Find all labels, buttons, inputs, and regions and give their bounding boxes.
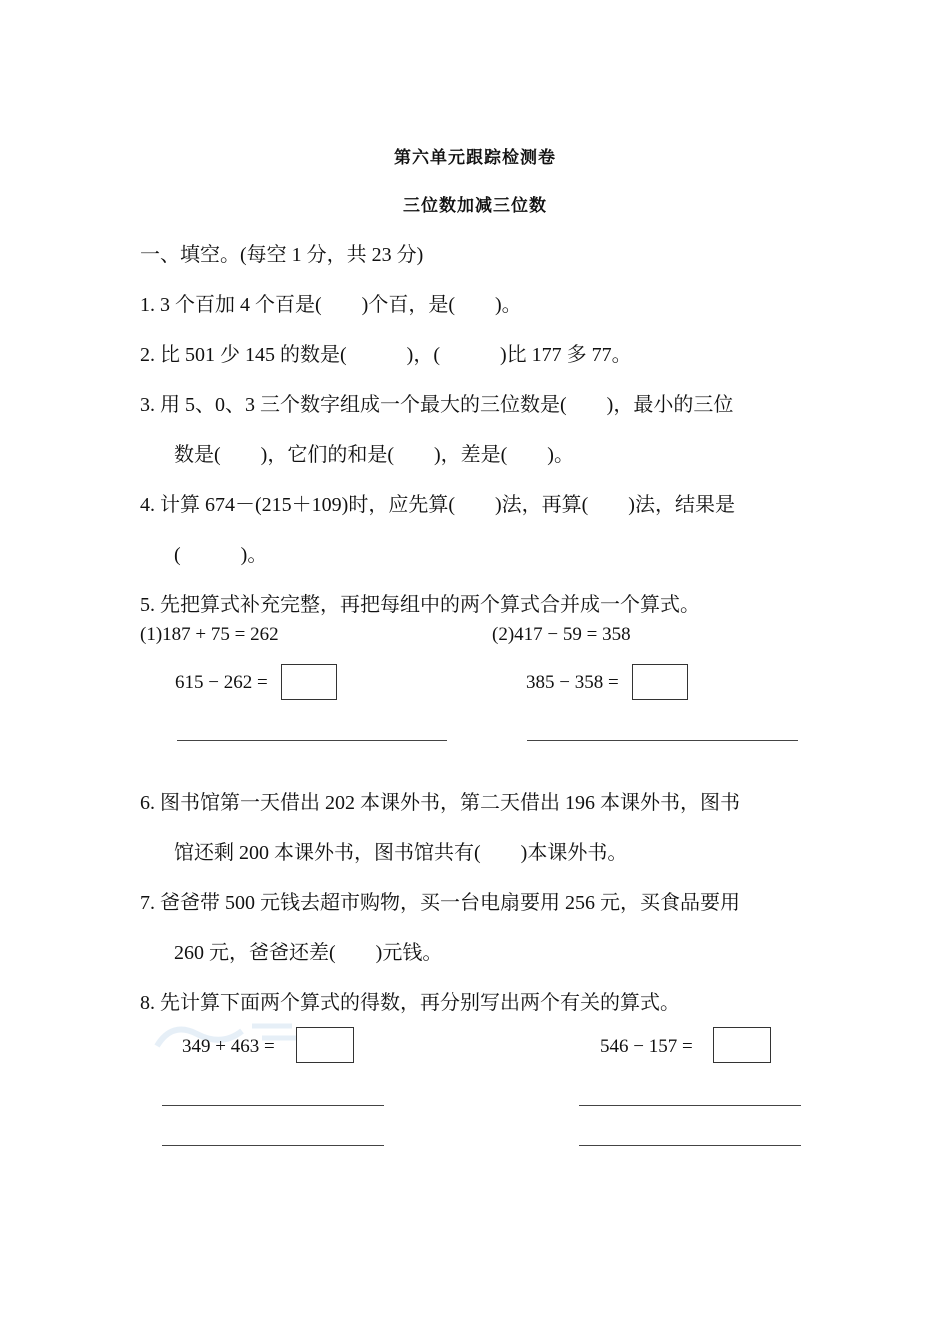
question-3-line-2: 数是( )，它们的和是( )，差是( )。 [174, 444, 574, 466]
q5-group-1-given: (1)187 + 75 = 262 [140, 624, 279, 645]
question-4-line-2: ( )。 [174, 544, 268, 566]
question-8: 8. 先计算下面两个算式的得数，再分别写出两个有关的算式。 [140, 992, 680, 1014]
question-7-line-1: 7. 爸爸带 500 元钱去超市购物，买一台电扇要用 256 元，买食品要用 [140, 892, 740, 914]
q8-left-equation: 349 + 463 = [182, 1036, 275, 1057]
q5-group-1-answer-line[interactable] [177, 740, 447, 741]
q8-right-answer-line-2[interactable] [579, 1145, 801, 1146]
q8-right-answer-line-1[interactable] [579, 1105, 801, 1106]
q5-group-2-fill: 385 − 358 = [526, 672, 619, 693]
question-6-line-2: 馆还剩 200 本课外书，图书馆共有( )本课外书。 [174, 842, 628, 864]
q5-group-1-fill: 615 − 262 = [175, 672, 268, 693]
q5-group-1-answer-box[interactable] [281, 664, 337, 700]
q5-group-2-answer-line[interactable] [527, 740, 798, 741]
page-subtitle: 三位数加减三位数 [403, 196, 547, 216]
q8-right-answer-box[interactable] [713, 1027, 771, 1063]
section-heading: 一、填空。(每空 1 分，共 23 分) [140, 244, 424, 266]
q8-left-answer-line-1[interactable] [162, 1105, 384, 1106]
question-4-line-1: 4. 计算 674－(215＋109)时，应先算( )法，再算( )法，结果是 [140, 494, 735, 516]
question-2: 2. 比 501 少 145 的数是( )，( )比 177 多 77。 [140, 344, 632, 366]
q8-left-answer-box[interactable] [296, 1027, 354, 1063]
q5-group-2-given: (2)417 − 59 = 358 [492, 624, 631, 645]
page-title: 第六单元跟踪检测卷 [394, 148, 556, 168]
question-7-line-2: 260 元，爸爸还差( )元钱。 [174, 942, 443, 964]
question-6-line-1: 6. 图书馆第一天借出 202 本课外书，第二天借出 196 本课外书，图书 [140, 792, 740, 814]
q8-left-answer-line-2[interactable] [162, 1145, 384, 1146]
question-3-line-1: 3. 用 5、0、3 三个数字组成一个最大的三位数是( )，最小的三位 [140, 394, 734, 416]
question-5: 5. 先把算式补充完整，再把每组中的两个算式合并成一个算式。 [140, 594, 700, 616]
q8-right-equation: 546 − 157 = [600, 1036, 693, 1057]
question-1: 1. 3 个百加 4 个百是( )个百，是( )。 [140, 294, 522, 316]
q5-group-2-answer-box[interactable] [632, 664, 688, 700]
